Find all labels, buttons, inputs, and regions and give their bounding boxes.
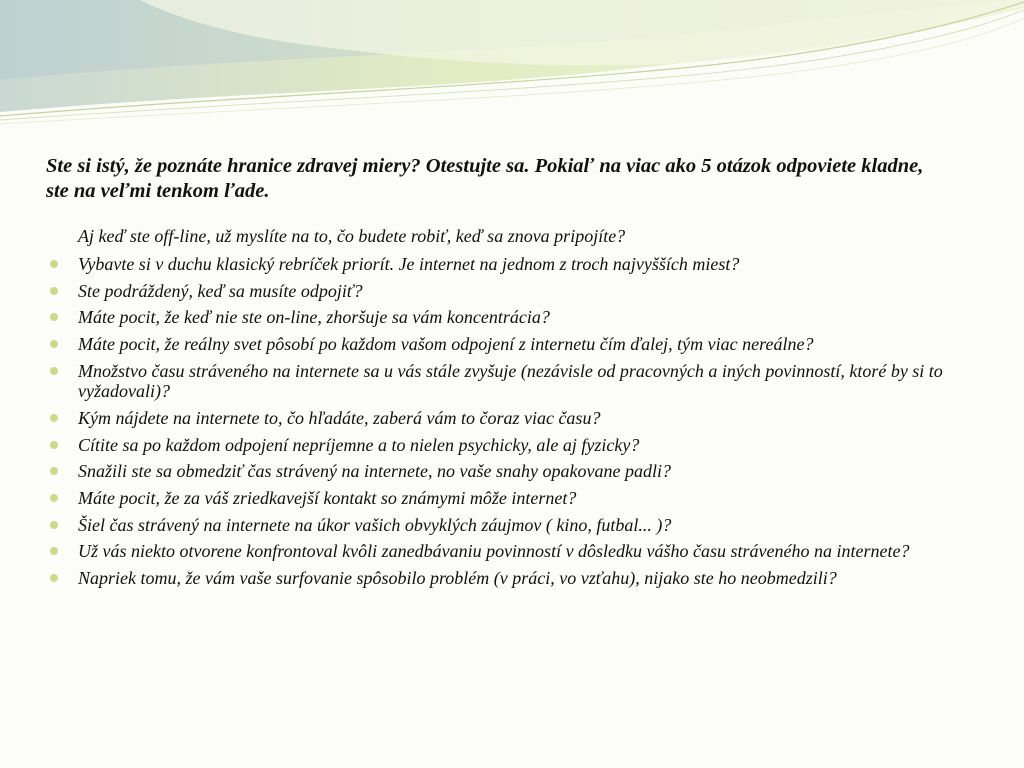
bullet-icon [50, 441, 58, 449]
list-item [46, 488, 946, 509]
bullet-icon [50, 494, 58, 502]
bullet-icon [50, 547, 58, 555]
list-item-text: Snažili ste sa obmedziť čas strávený na internete, no vaše snahy opakovane padli? [78, 461, 671, 482]
list-item-text: Množstvo času stráveného na internete sa u vás stále zvyšuje (nezávisle od pracovných a iných povinností, ktoré by si to vyžadovali)? [78, 360, 943, 402]
list-item-text: Máte pocit, že za váš zriedkavejší kontakt so známymi môže internet? [78, 488, 577, 508]
list-item-text: Máte pocit, že keď nie ste on-line, zhoršuje sa vám koncentrácia? [78, 307, 550, 328]
list-item-text: Šiel čas strávený na internete na úkor vašich obvyklých záujmov ( kino, futbal... )? [78, 514, 672, 535]
bullet-icon [50, 340, 58, 348]
list-item [46, 361, 946, 402]
decorative-header-waves [0, 0, 1024, 130]
list-item [46, 408, 946, 429]
list-item [46, 541, 946, 562]
list-item [46, 307, 946, 328]
list-item [46, 281, 946, 302]
list-item [46, 515, 946, 536]
list-item [46, 568, 946, 589]
bullet-icon [50, 367, 58, 375]
list-item [46, 435, 946, 456]
bullet-icon [50, 287, 58, 295]
list-item-text: Cítite sa po každom odpojení nepríjemne a to nielen psychicky, ale aj fyzicky? [78, 434, 640, 455]
list-item [46, 334, 946, 355]
bullet-icon [50, 521, 58, 529]
bullet-icon [50, 260, 58, 268]
slide-heading: Ste si istý, že poznáte hranice zdravej miery? Otestujte sa. Pokiaľ na viac ako 5 otázok odpoviete kladne, ste na veľmi tenkom ľade. [46, 155, 924, 202]
bullet-icon [50, 414, 58, 422]
bullet-icon [50, 467, 58, 475]
list-item [46, 461, 946, 482]
intro-question: Aj keď ste off-line, už myslíte na to, čo budete robiť, keď sa znova pripojíte? [78, 226, 626, 246]
list-item-text: Vybavte si v duchu klasický rebríček priorít. Je internet na jednom z troch najvyšších miest? [78, 254, 740, 274]
list-item-text: Kým nájdete na internete to, čo hľadáte, zaberá vám to čoraz viac času? [78, 407, 601, 428]
list-item-text: Ste podráždený, keď sa musíte odpojiť? [78, 280, 363, 301]
list-item-text: Napriek tomu, že vám vaše surfovanie spôsobilo problém (v práci, vo vzťahu), nijako ste ho neobmedzili? [78, 568, 837, 589]
question-list [46, 254, 946, 595]
bullet-icon [50, 574, 58, 582]
list-item-text: Máte pocit, že reálny svet pôsobí po každom vašom odpojení z internetu čím ďalej, tým viac nereálne? [78, 334, 814, 355]
list-item [46, 254, 946, 275]
list-item-text: Už vás niekto otvorene konfrontoval kvôli zanedbávaniu povinností v dôsledku vášho času stráveného na internete? [78, 541, 910, 562]
bullet-icon [50, 313, 58, 321]
